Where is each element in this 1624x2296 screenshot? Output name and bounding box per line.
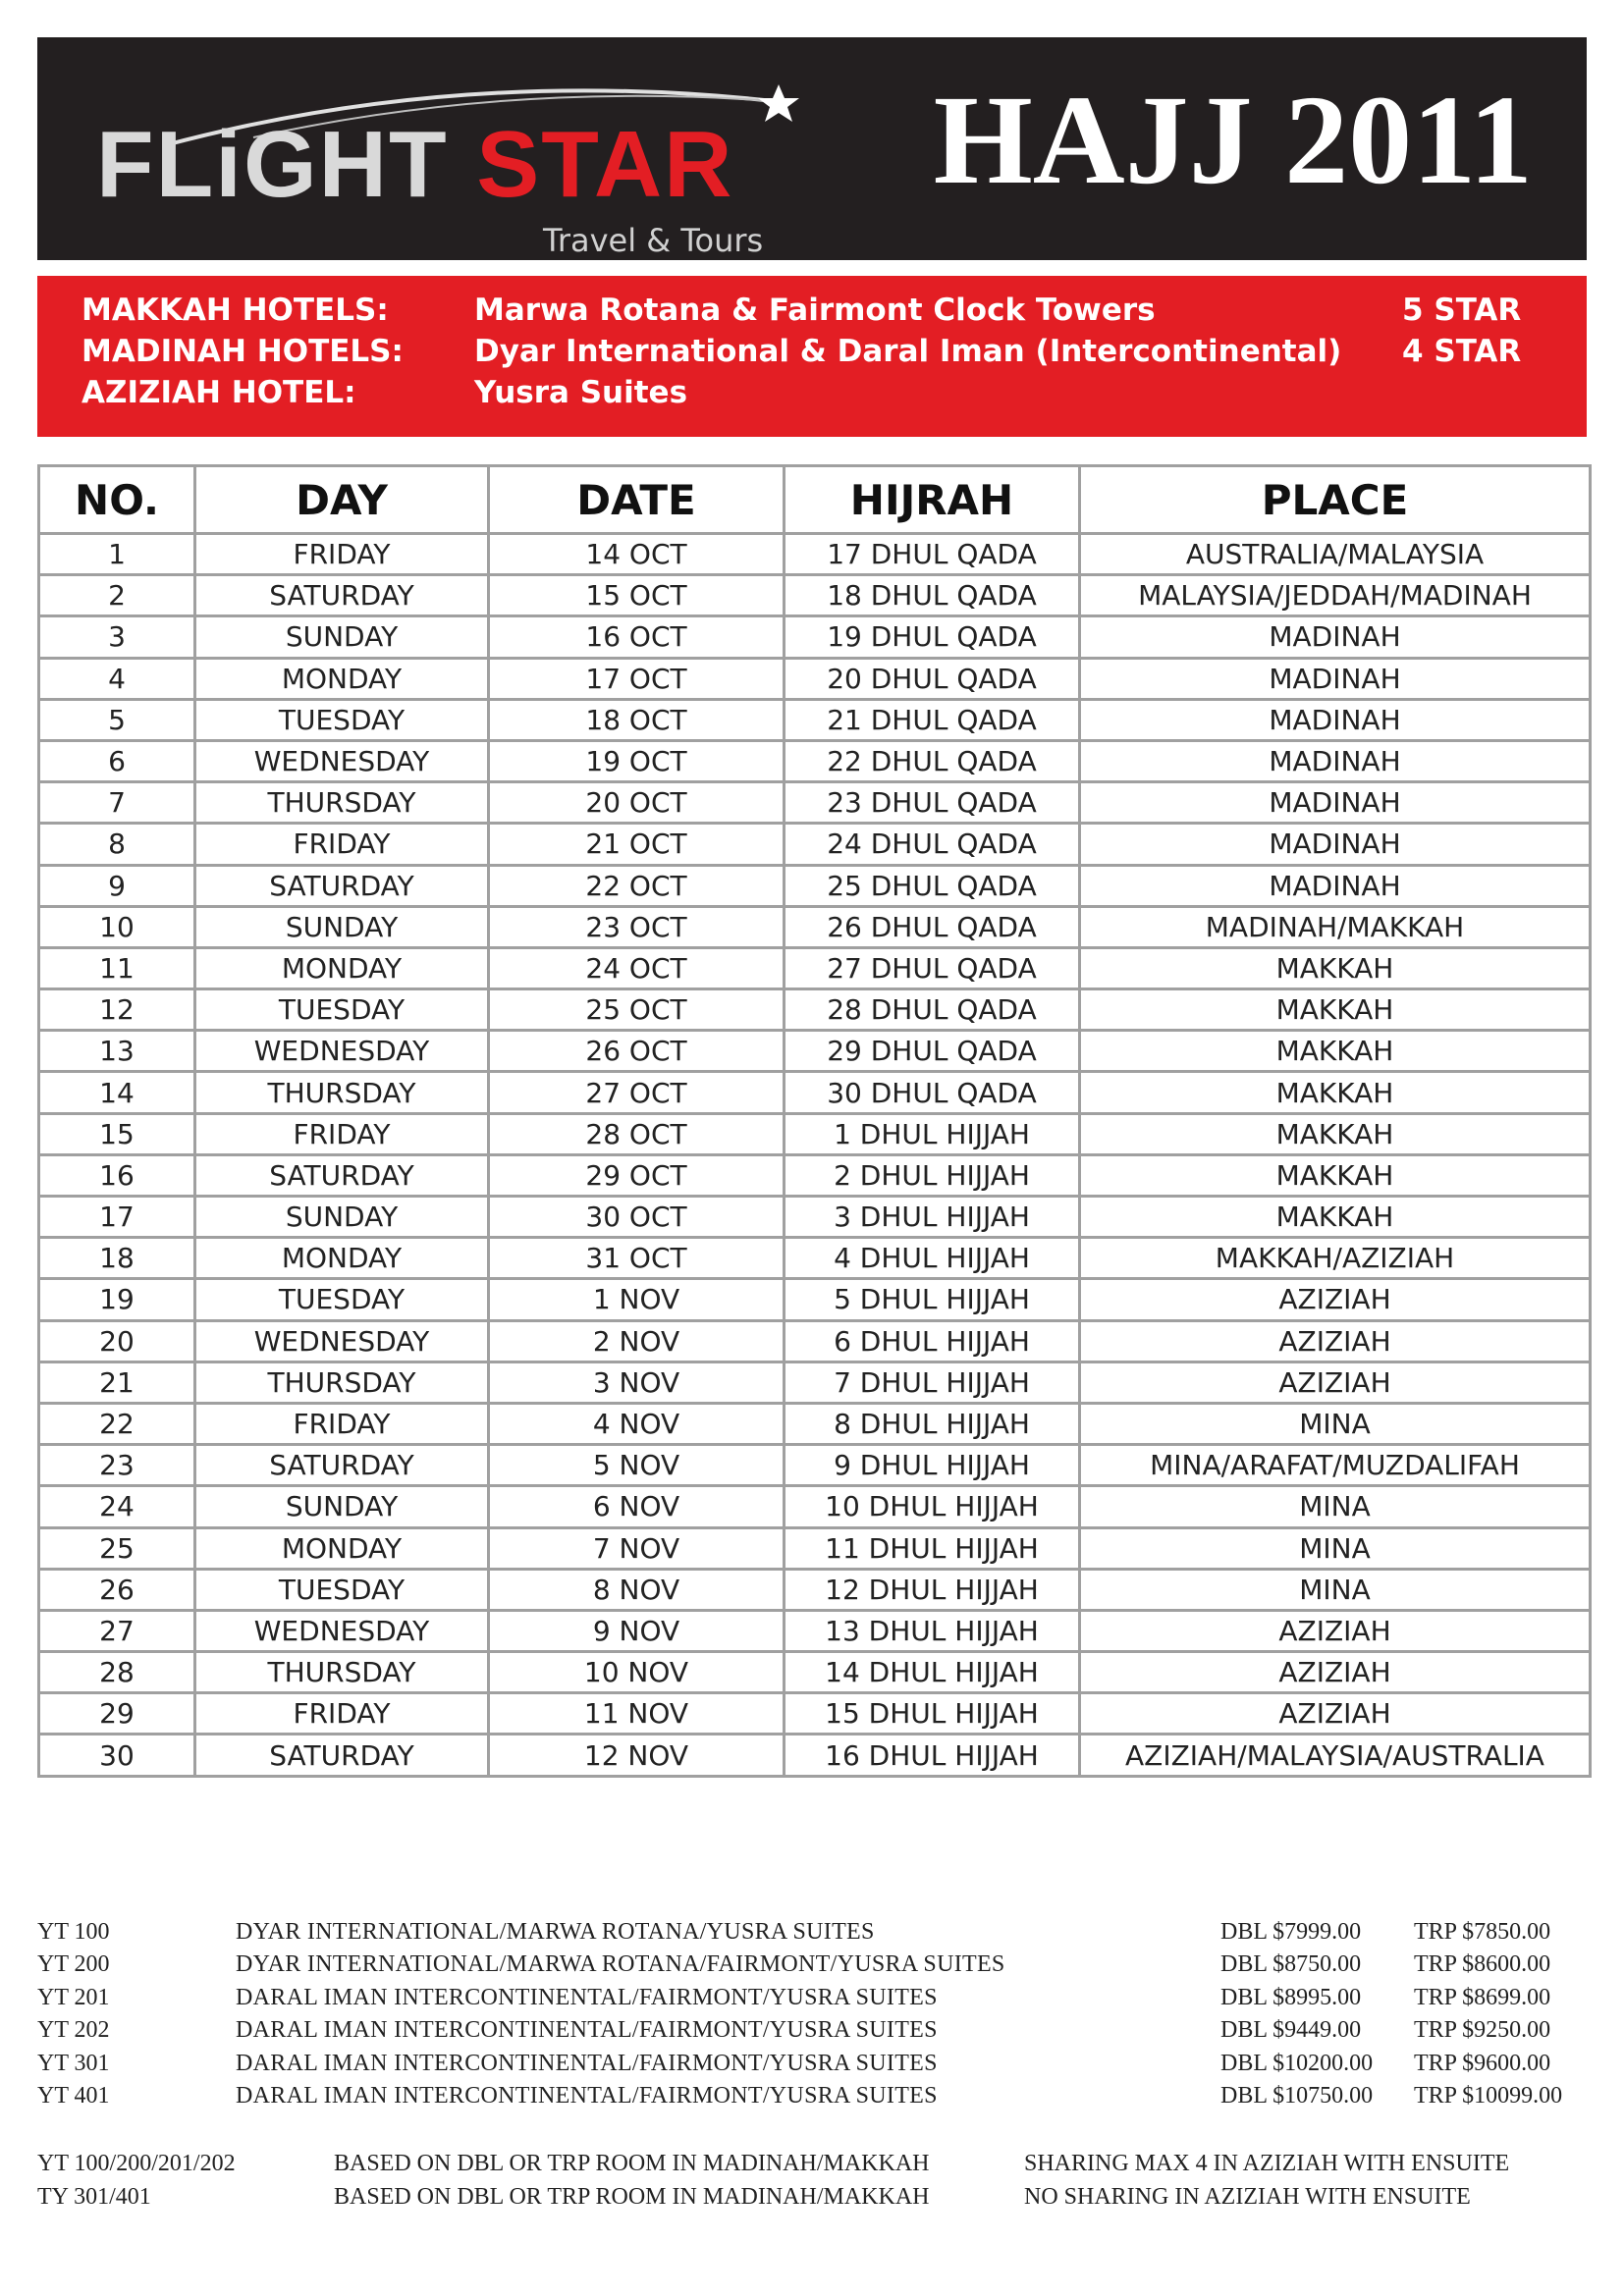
cell-place: MALAYSIA/JEDDAH/MADINAH — [1080, 575, 1591, 616]
cell-day: WEDNESDAY — [195, 740, 489, 781]
hotel-rating: 5 STAR — [1402, 293, 1522, 328]
cell-hijrah: 20 DHUL QADA — [785, 658, 1080, 699]
cell-date: 22 OCT — [489, 865, 785, 906]
cell-no: 28 — [39, 1652, 195, 1693]
cell-date: 25 OCT — [489, 989, 785, 1031]
cell-date: 28 OCT — [489, 1113, 785, 1154]
package-trp-price: TRP $7850.00 — [1414, 1919, 1551, 1945]
note-package-codes: TY 301/401 — [37, 2184, 151, 2210]
cell-day: SATURDAY — [195, 1154, 489, 1196]
cell-hijrah: 4 DHUL HIJJAH — [785, 1238, 1080, 1279]
table-row — [39, 616, 1591, 658]
table-row — [39, 1527, 1591, 1569]
table-row — [39, 1113, 1591, 1154]
hotel-value: Dyar International & Daral Iman (Intercontinental) — [474, 334, 1342, 369]
note-sharing: SHARING MAX 4 IN AZIZIAH WITH ENSUITE — [1024, 2151, 1510, 2176]
cell-place: MAKKAH/AZIZIAH — [1080, 1238, 1591, 1279]
cell-no: 23 — [39, 1445, 195, 1486]
table-row — [39, 782, 1591, 824]
cell-no: 8 — [39, 824, 195, 865]
cell-no: 1 — [39, 534, 195, 575]
cell-day: SATURDAY — [195, 1445, 489, 1486]
cell-date: 24 OCT — [489, 947, 785, 988]
column-header-place: PLACE — [1080, 466, 1591, 534]
cell-hijrah: 7 DHUL HIJJAH — [785, 1362, 1080, 1403]
cell-no: 21 — [39, 1362, 195, 1403]
cell-hijrah: 12 DHUL HIJJAH — [785, 1569, 1080, 1610]
cell-day: FRIDAY — [195, 1403, 489, 1444]
cell-hijrah: 1 DHUL HIJJAH — [785, 1113, 1080, 1154]
hotel-label: MADINAH HOTELS: — [81, 334, 404, 369]
package-hotels: DYAR INTERNATIONAL/MARWA ROTANA/FAIRMONT/YUSRA SUITES — [236, 1951, 1005, 1978]
cell-hijrah: 17 DHUL QADA — [785, 534, 1080, 575]
cell-place: MINA — [1080, 1403, 1591, 1444]
cell-date: 11 NOV — [489, 1693, 785, 1735]
cell-place: MAKKAH — [1080, 947, 1591, 988]
cell-day: SUNDAY — [195, 906, 489, 947]
cell-hijrah: 9 DHUL HIJJAH — [785, 1445, 1080, 1486]
table-row — [39, 947, 1591, 988]
table-row — [39, 824, 1591, 865]
logo-tagline: Travel & Tours — [543, 222, 764, 259]
cell-day: THURSDAY — [195, 1072, 489, 1113]
cell-place: MADINAH — [1080, 740, 1591, 781]
cell-place: MADINAH — [1080, 658, 1591, 699]
cell-date: 18 OCT — [489, 699, 785, 740]
column-header-date: DATE — [489, 466, 785, 534]
package-trp-price: TRP $8699.00 — [1414, 1984, 1551, 2010]
table-row — [39, 1486, 1591, 1527]
cell-no: 7 — [39, 782, 195, 824]
hotel-value: Yusra Suites — [474, 375, 688, 410]
table-row — [39, 1238, 1591, 1279]
cell-no: 19 — [39, 1279, 195, 1320]
package-row — [37, 1982, 1598, 2014]
cell-place: AZIZIAH — [1080, 1362, 1591, 1403]
hotel-label: AZIZIAH HOTEL: — [81, 375, 356, 410]
cell-hijrah: 22 DHUL QADA — [785, 740, 1080, 781]
package-hotels: DARAL IMAN INTERCONTINENTAL/FAIRMONT/YUSRA SUITES — [236, 1984, 938, 2010]
cell-hijrah: 26 DHUL QADA — [785, 906, 1080, 947]
cell-no: 20 — [39, 1320, 195, 1362]
cell-hijrah: 18 DHUL QADA — [785, 575, 1080, 616]
cell-date: 31 OCT — [489, 1238, 785, 1279]
cell-place: MADINAH — [1080, 616, 1591, 658]
cell-no: 6 — [39, 740, 195, 781]
cell-day: TUESDAY — [195, 1569, 489, 1610]
cell-date: 23 OCT — [489, 906, 785, 947]
package-code: YT 201 — [37, 1984, 110, 2010]
package-trp-price: TRP $8600.00 — [1414, 1951, 1551, 1978]
cell-day: TUESDAY — [195, 1279, 489, 1320]
table-row — [39, 1197, 1591, 1238]
package-row — [37, 2014, 1598, 2047]
cell-hijrah: 14 DHUL HIJJAH — [785, 1652, 1080, 1693]
cell-date: 21 OCT — [489, 824, 785, 865]
cell-day: SATURDAY — [195, 575, 489, 616]
table-row — [39, 1403, 1591, 1444]
logo-word-star: STAR — [476, 112, 734, 217]
hotel-value: Marwa Rotana & Fairmont Clock Towers — [474, 293, 1156, 328]
package-code: YT 202 — [37, 2017, 110, 2044]
table-row — [39, 1652, 1591, 1693]
cell-place: MAKKAH — [1080, 1031, 1591, 1072]
note-package-codes: YT 100/200/201/202 — [37, 2151, 236, 2176]
cell-date: 7 NOV — [489, 1527, 785, 1569]
cell-no: 30 — [39, 1735, 195, 1776]
cell-hijrah: 25 DHUL QADA — [785, 865, 1080, 906]
cell-no: 4 — [39, 658, 195, 699]
cell-date: 27 OCT — [489, 1072, 785, 1113]
cell-hijrah: 2 DHUL HIJJAH — [785, 1154, 1080, 1196]
cell-day: FRIDAY — [195, 534, 489, 575]
cell-no: 16 — [39, 1154, 195, 1196]
package-dbl-price: DBL $10750.00 — [1220, 2082, 1374, 2109]
cell-no: 15 — [39, 1113, 195, 1154]
cell-place: AZIZIAH/MALAYSIA/AUSTRALIA — [1080, 1735, 1591, 1776]
package-row — [37, 1916, 1598, 1949]
cell-no: 29 — [39, 1693, 195, 1735]
cell-day: MONDAY — [195, 658, 489, 699]
cell-no: 5 — [39, 699, 195, 740]
cell-hijrah: 5 DHUL HIJJAH — [785, 1279, 1080, 1320]
package-hotels: DARAL IMAN INTERCONTINENTAL/FAIRMONT/YUSRA SUITES — [236, 2017, 938, 2044]
cell-hijrah: 21 DHUL QADA — [785, 699, 1080, 740]
cell-place: MAKKAH — [1080, 989, 1591, 1031]
note-sharing: NO SHARING IN AZIZIAH WITH ENSUITE — [1024, 2184, 1471, 2210]
cell-date: 30 OCT — [489, 1197, 785, 1238]
cell-date: 20 OCT — [489, 782, 785, 824]
table-row — [39, 906, 1591, 947]
table-row — [39, 699, 1591, 740]
cell-day: THURSDAY — [195, 1652, 489, 1693]
cell-place: MADINAH — [1080, 824, 1591, 865]
table-row — [39, 1279, 1591, 1320]
cell-place: AZIZIAH — [1080, 1652, 1591, 1693]
cell-date: 4 NOV — [489, 1403, 785, 1444]
cell-place: MINA — [1080, 1569, 1591, 1610]
cell-hijrah: 30 DHUL QADA — [785, 1072, 1080, 1113]
cell-place: AUSTRALIA/MALAYSIA — [1080, 534, 1591, 575]
cell-date: 9 NOV — [489, 1610, 785, 1651]
cell-place: MADINAH — [1080, 699, 1591, 740]
itinerary-table — [37, 464, 1592, 1778]
table-row — [39, 1569, 1591, 1610]
table-row — [39, 658, 1591, 699]
package-price-list — [37, 1916, 1598, 2112]
table-row — [39, 1693, 1591, 1735]
cell-date: 17 OCT — [489, 658, 785, 699]
cell-place: MAKKAH — [1080, 1113, 1591, 1154]
cell-no: 11 — [39, 947, 195, 988]
table-row — [39, 1610, 1591, 1651]
cell-hijrah: 13 DHUL HIJJAH — [785, 1610, 1080, 1651]
package-code: YT 100 — [37, 1919, 110, 1945]
cell-place: MAKKAH — [1080, 1154, 1591, 1196]
table-row — [39, 1320, 1591, 1362]
cell-hijrah: 8 DHUL HIJJAH — [785, 1403, 1080, 1444]
column-header-hijrah: HIJRAH — [785, 466, 1080, 534]
note-row — [37, 2180, 1598, 2214]
cell-place: AZIZIAH — [1080, 1693, 1591, 1735]
package-notes — [37, 2147, 1598, 2214]
cell-hijrah: 3 DHUL HIJJAH — [785, 1197, 1080, 1238]
package-dbl-price: DBL $10200.00 — [1220, 2050, 1374, 2076]
cell-no: 3 — [39, 616, 195, 658]
note-room-basis: BASED ON DBL OR TRP ROOM IN MADINAH/MAKKAH — [334, 2184, 930, 2210]
cell-day: FRIDAY — [195, 1693, 489, 1735]
cell-place: MINA — [1080, 1486, 1591, 1527]
cell-hijrah: 16 DHUL HIJJAH — [785, 1735, 1080, 1776]
column-header-no: NO. — [39, 466, 195, 534]
table-row — [39, 1735, 1591, 1776]
package-trp-price: TRP $9600.00 — [1414, 2050, 1551, 2076]
note-row — [37, 2147, 1598, 2180]
table-row — [39, 740, 1591, 781]
cell-no: 9 — [39, 865, 195, 906]
cell-date: 10 NOV — [489, 1652, 785, 1693]
cell-hijrah: 28 DHUL QADA — [785, 989, 1080, 1031]
table-row — [39, 989, 1591, 1031]
hotels-panel — [37, 276, 1587, 437]
cell-hijrah: 15 DHUL HIJJAH — [785, 1693, 1080, 1735]
package-code: YT 200 — [37, 1951, 110, 1978]
cell-no: 14 — [39, 1072, 195, 1113]
cell-no: 12 — [39, 989, 195, 1031]
cell-day: SATURDAY — [195, 1735, 489, 1776]
package-dbl-price: DBL $8995.00 — [1220, 1984, 1362, 2010]
cell-no: 18 — [39, 1238, 195, 1279]
cell-no: 2 — [39, 575, 195, 616]
cell-place: MAKKAH — [1080, 1197, 1591, 1238]
cell-place: AZIZIAH — [1080, 1320, 1591, 1362]
package-hotels: DARAL IMAN INTERCONTINENTAL/FAIRMONT/YUSRA SUITES — [236, 2050, 938, 2076]
package-hotels: DARAL IMAN INTERCONTINENTAL/FAIRMONT/YUSRA SUITES — [236, 2082, 938, 2109]
logo-word-flight: FLiGHT — [96, 112, 449, 217]
table-row — [39, 1445, 1591, 1486]
cell-no: 25 — [39, 1527, 195, 1569]
cell-date: 19 OCT — [489, 740, 785, 781]
cell-day: MONDAY — [195, 1527, 489, 1569]
cell-day: FRIDAY — [195, 1113, 489, 1154]
table-row — [39, 1031, 1591, 1072]
cell-day: SUNDAY — [195, 616, 489, 658]
cell-day: WEDNESDAY — [195, 1320, 489, 1362]
cell-date: 12 NOV — [489, 1735, 785, 1776]
cell-place: MADINAH — [1080, 782, 1591, 824]
header-banner — [37, 37, 1587, 260]
cell-hijrah: 27 DHUL QADA — [785, 947, 1080, 988]
cell-day: TUESDAY — [195, 699, 489, 740]
itinerary-body — [39, 534, 1591, 1777]
package-row — [37, 2048, 1598, 2080]
cell-date: 5 NOV — [489, 1445, 785, 1486]
cell-hijrah: 19 DHUL QADA — [785, 616, 1080, 658]
cell-date: 6 NOV — [489, 1486, 785, 1527]
cell-no: 10 — [39, 906, 195, 947]
cell-date: 15 OCT — [489, 575, 785, 616]
package-row — [37, 1949, 1598, 1981]
cell-no: 22 — [39, 1403, 195, 1444]
cell-day: SUNDAY — [195, 1486, 489, 1527]
cell-no: 27 — [39, 1610, 195, 1651]
package-trp-price: TRP $10099.00 — [1414, 2082, 1563, 2109]
page-title: HAJJ 2011 — [933, 70, 1533, 211]
package-code: YT 401 — [37, 2082, 110, 2109]
cell-date: 26 OCT — [489, 1031, 785, 1072]
column-header-day: DAY — [195, 466, 489, 534]
package-dbl-price: DBL $9449.00 — [1220, 2017, 1362, 2044]
cell-place: MAKKAH — [1080, 1072, 1591, 1113]
cell-day: MONDAY — [195, 947, 489, 988]
table-row — [39, 575, 1591, 616]
hotel-rating: 4 STAR — [1402, 334, 1522, 369]
logo-wordmark — [96, 112, 734, 217]
cell-no: 26 — [39, 1569, 195, 1610]
cell-date: 1 NOV — [489, 1279, 785, 1320]
cell-place: MINA/ARAFAT/MUZDALIFAH — [1080, 1445, 1591, 1486]
cell-date: 16 OCT — [489, 616, 785, 658]
cell-date: 29 OCT — [489, 1154, 785, 1196]
cell-hijrah: 6 DHUL HIJJAH — [785, 1320, 1080, 1362]
cell-no: 17 — [39, 1197, 195, 1238]
cell-place: AZIZIAH — [1080, 1279, 1591, 1320]
cell-day: WEDNESDAY — [195, 1610, 489, 1651]
cell-date: 8 NOV — [489, 1569, 785, 1610]
cell-date: 3 NOV — [489, 1362, 785, 1403]
cell-place: AZIZIAH — [1080, 1610, 1591, 1651]
cell-day: MONDAY — [195, 1238, 489, 1279]
cell-day: FRIDAY — [195, 824, 489, 865]
cell-place: MINA — [1080, 1527, 1591, 1569]
cell-day: THURSDAY — [195, 782, 489, 824]
table-row — [39, 865, 1591, 906]
cell-hijrah: 29 DHUL QADA — [785, 1031, 1080, 1072]
flight-star-logo — [77, 77, 823, 259]
cell-day: TUESDAY — [195, 989, 489, 1031]
table-row — [39, 1072, 1591, 1113]
table-row — [39, 534, 1591, 575]
cell-day: WEDNESDAY — [195, 1031, 489, 1072]
package-dbl-price: DBL $7999.00 — [1220, 1919, 1362, 1945]
table-row — [39, 1362, 1591, 1403]
cell-day: THURSDAY — [195, 1362, 489, 1403]
cell-place: MADINAH — [1080, 865, 1591, 906]
package-trp-price: TRP $9250.00 — [1414, 2017, 1551, 2044]
note-room-basis: BASED ON DBL OR TRP ROOM IN MADINAH/MAKKAH — [334, 2151, 930, 2176]
cell-no: 24 — [39, 1486, 195, 1527]
cell-place: MADINAH/MAKKAH — [1080, 906, 1591, 947]
cell-hijrah: 11 DHUL HIJJAH — [785, 1527, 1080, 1569]
hotel-label: MAKKAH HOTELS: — [81, 293, 389, 328]
cell-hijrah: 23 DHUL QADA — [785, 782, 1080, 824]
cell-no: 13 — [39, 1031, 195, 1072]
cell-day: SUNDAY — [195, 1197, 489, 1238]
cell-date: 14 OCT — [489, 534, 785, 575]
cell-date: 2 NOV — [489, 1320, 785, 1362]
package-dbl-price: DBL $8750.00 — [1220, 1951, 1362, 1978]
package-hotels: DYAR INTERNATIONAL/MARWA ROTANA/YUSRA SUITES — [236, 1919, 875, 1945]
table-row — [39, 1154, 1591, 1196]
cell-day: SATURDAY — [195, 865, 489, 906]
itinerary-header-row — [39, 466, 1591, 534]
cell-hijrah: 10 DHUL HIJJAH — [785, 1486, 1080, 1527]
package-row — [37, 2080, 1598, 2112]
cell-hijrah: 24 DHUL QADA — [785, 824, 1080, 865]
package-code: YT 301 — [37, 2050, 110, 2076]
